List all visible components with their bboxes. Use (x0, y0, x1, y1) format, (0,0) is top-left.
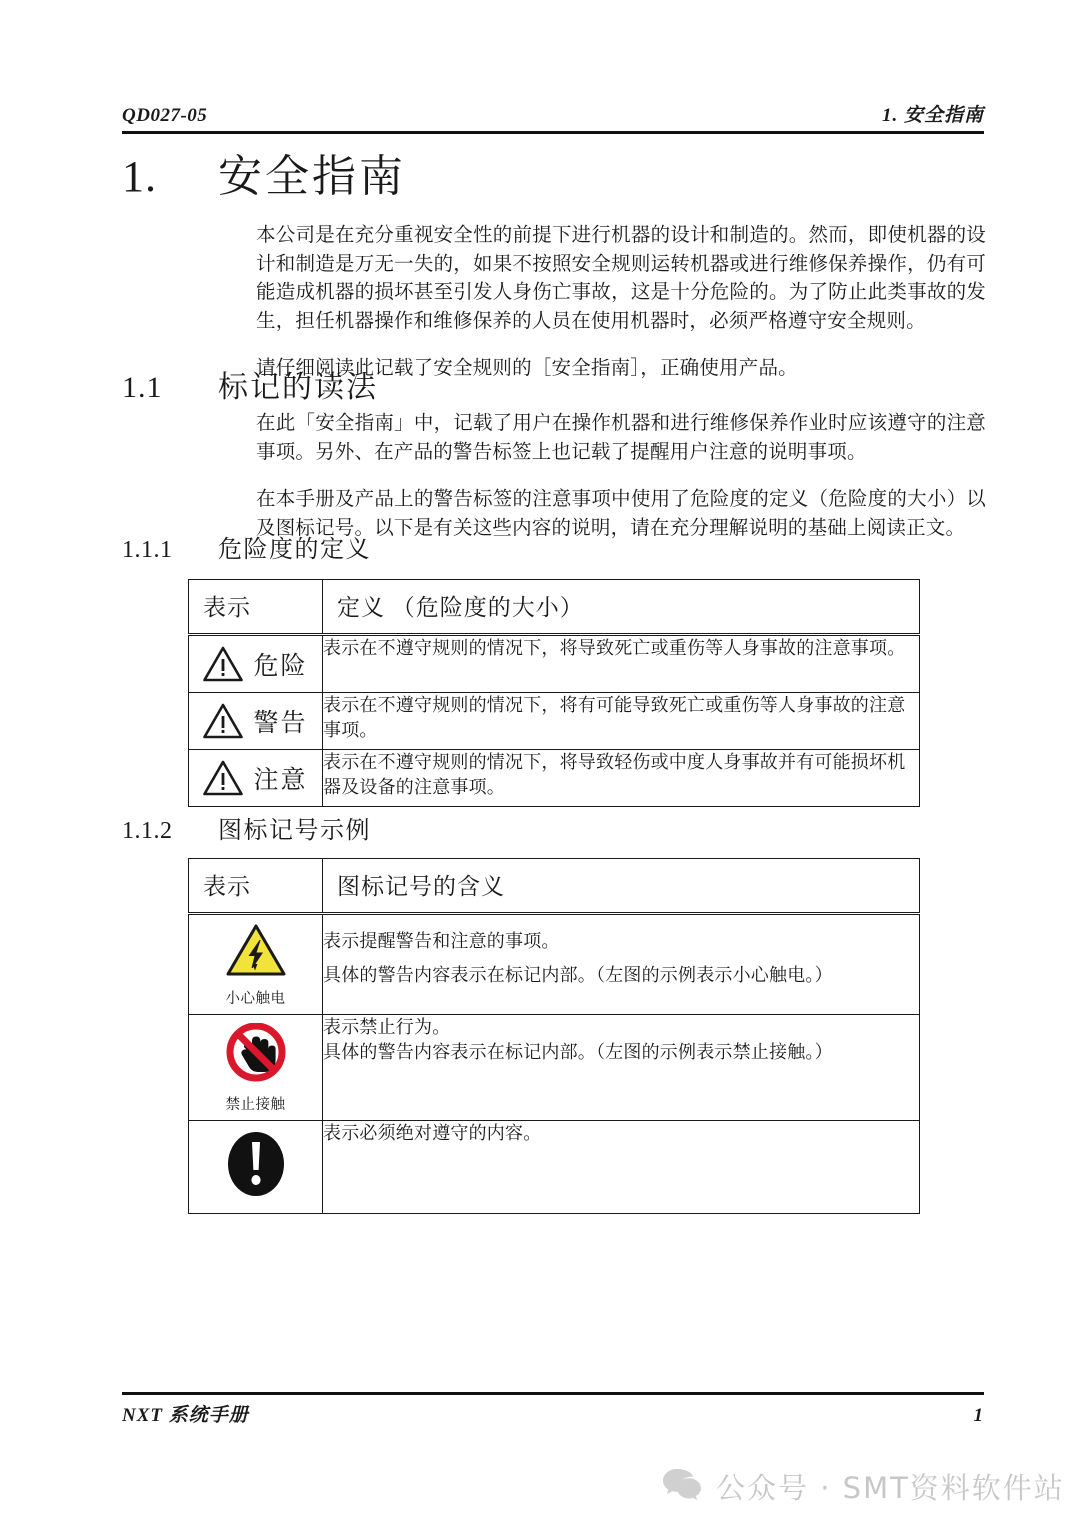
chapter-paragraph-2: 请仔细阅读此记载了安全规则的［安全指南］，正确使用产品。 (256, 358, 798, 379)
pictogram-example-table (188, 858, 920, 1214)
section-1-1-paragraph-2: 在本手册及产品上的警告标签的注意事项中使用了危险度的定义（危险度的大小）以及图标记号。以下是有关这些内容的说明，请在充分理解说明的基础上阅读正文。 (256, 489, 986, 539)
pictogram-caption: 禁止接触 (225, 1097, 286, 1113)
pictogram-meaning-line-1: 表示提醒警告和注意的事项。 (323, 931, 560, 951)
electric-shock-warning-icon (225, 923, 287, 984)
pictogram-meaning-electric-shock (323, 914, 920, 1015)
risk-definition-text: 表示在不遵守规则的情况下，将导致轻伤或中度人身事故并有可能损坏机器及设备的注意事项。 (323, 750, 920, 807)
risk-symbol-label: 危险 (253, 653, 308, 680)
table-header-symbol: 表示 (189, 859, 323, 914)
chapter-number: 1. (122, 152, 157, 201)
table-header-row (189, 859, 920, 914)
table-header-meaning: 图标记号的含义 (323, 859, 920, 914)
pictogram-caption: 小心触电 (225, 991, 286, 1007)
warning-triangle-icon (203, 703, 243, 739)
risk-symbol-label: 注意 (253, 767, 308, 794)
no-touch-prohibition-icon (223, 1023, 289, 1090)
warning-triangle-icon (203, 760, 243, 796)
section-title-1-1-2: 图标记号示例 (218, 818, 371, 844)
section-1-1-paragraph-1: 在此「安全指南」中，记载了用户在操作机器和进行维修保养作业时应该遵守的注意事项。另外、在产品的警告标签上也记载了提醒用户注意的说明事项。 (256, 413, 986, 463)
watermark (662, 1466, 1065, 1507)
section-heading-1-1 (122, 362, 378, 406)
table-row (189, 1015, 920, 1121)
footer-rule (122, 1392, 984, 1395)
running-footer (122, 1400, 984, 1427)
risk-definition-text: 表示在不遵守规则的情况下，将导致死亡或重伤等人身事故的注意事项。 (323, 635, 920, 693)
risk-definition-table (188, 579, 920, 807)
header-rule (122, 131, 984, 134)
pictogram-cell-no-touch (189, 1015, 323, 1121)
warning-triangle-icon (203, 646, 243, 682)
section-number-1-1-1: 1.1.1 (122, 537, 173, 563)
page-number: 1 (973, 1405, 984, 1426)
section-heading-1-1-2 (122, 810, 371, 845)
risk-symbol-cell-warning (189, 693, 323, 750)
table-header-definition: 定义 （危险度的大小） (323, 580, 920, 635)
mandatory-exclamation-icon (225, 1129, 287, 1204)
pictogram-meaning-line-2: 具体的警告内容表示在标记内部。（左图的示例表示禁止接触。） (323, 1042, 833, 1062)
table-row (189, 635, 920, 693)
chapter-intro (256, 222, 986, 384)
watermark-text: 公众号 · SMT资料软件站 (716, 1471, 1065, 1505)
pictogram-meaning-mandatory (323, 1121, 920, 1214)
section-title-1-1: 标记的读法 (218, 371, 378, 404)
risk-definition-text: 表示在不遵守规则的情况下，将有可能导致死亡或重伤等人身事故的注意事项。 (323, 693, 920, 750)
section-number-1-1: 1.1 (122, 371, 163, 404)
table-row (189, 750, 920, 807)
chapter-title (122, 152, 406, 201)
table-row (189, 693, 920, 750)
manual-title: NXT 系统手册 (122, 1405, 249, 1426)
table-row (189, 914, 920, 1015)
chapter-paragraph-1: 本公司是在充分重视安全性的前提下进行机器的设计和制造的。然而，即使机器的设计和制造是万无一失的，如果不按照安全规则运转机器或进行维修保养操作，仍有可能造成机器的损坏甚至引发人身伤亡事故，这是十分危险的。为了防止此类事故的发生，担任机器操作和维修保养的人员在使用机器时，必须严格遵守安全规则。 (256, 225, 986, 332)
pictogram-cell-mandatory (189, 1121, 323, 1214)
pictogram-cell-electric-shock (189, 914, 323, 1015)
running-header (122, 100, 984, 127)
section-1-1-body (256, 410, 986, 543)
table-header-row (189, 580, 920, 635)
document-code: QD027-05 (122, 105, 208, 126)
pictogram-meaning-no-touch (323, 1015, 920, 1121)
table-row (189, 1121, 920, 1214)
section-number-1-1-2: 1.1.2 (122, 818, 173, 844)
risk-symbol-label: 警告 (253, 710, 308, 737)
wechat-logo-icon (662, 1467, 702, 1506)
pictogram-meaning-line-1: 表示禁止行为。 (323, 1017, 451, 1037)
risk-symbol-cell-caution (189, 750, 323, 807)
chapter-title-text: 安全指南 (218, 152, 406, 201)
pictogram-meaning-line-2: 具体的警告内容表示在标记内部。（左图的示例表示小心触电。） (323, 965, 833, 985)
header-chapter-reference: 1. 安全指南 (881, 105, 984, 126)
table-header-symbol: 表示 (189, 580, 323, 635)
section-title-1-1-1: 危险度的定义 (218, 537, 371, 563)
section-heading-1-1-1 (122, 529, 371, 564)
pictogram-meaning-line-1: 表示必须绝对遵守的内容。 (323, 1123, 542, 1143)
risk-symbol-cell-danger (189, 635, 323, 693)
